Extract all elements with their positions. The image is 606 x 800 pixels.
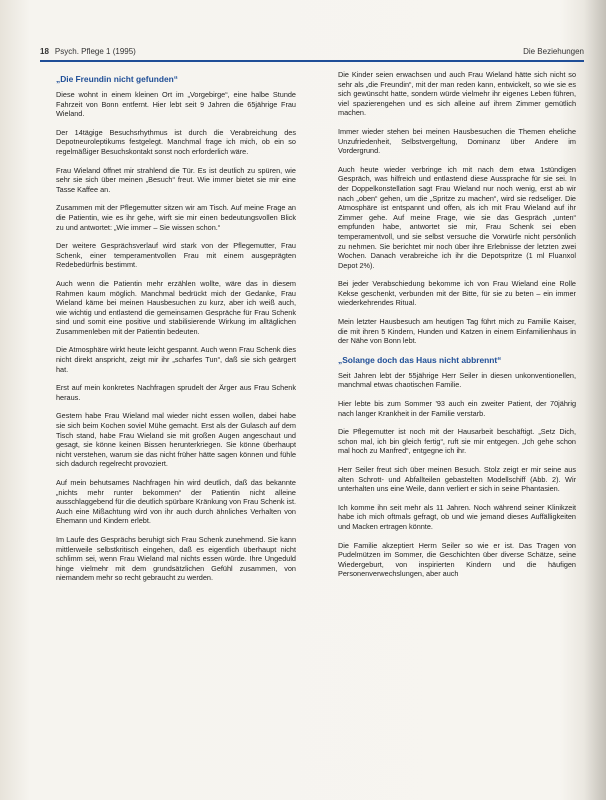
page-fold-shadow (584, 0, 606, 800)
paragraph: Auch wenn die Patientin mehr erzählen wollte, wäre das in diesem Rahmen kaum möglich. Manchmal bedrückt mich der Gedanke, Frau Wieland käme bei meinen Hausbesuchen zu kurz, aber ich weiß auch, wie wichtig und entlastend die gemeinsamen Gespräche für Frau Schenk sind und somit eine positive und stabilisierende Wirkung im alltäglichen Zusammenleben mit der Patientin bedeuten. (56, 278, 296, 336)
paragraph: Der weitere Gesprächsverlauf wird stark von der Pflegemutter, Frau Schenk, einer temperamentvollen Frau mit einem ausgeprägten Redebedürfnis bestimmt. (56, 241, 296, 270)
paragraph: Ich komme ihn seit mehr als 11 Jahren. Noch während seiner Klinikzeit habe ich mich oftmals gefragt, ob und wie jemand dieses Auffälligkeiten und Macken ertragen könnte. (338, 502, 576, 531)
paragraph: Die Familie akzeptiert Herrn Seiler so wie er ist. Das Tragen von Pudelmützen im Sommer, die Geschichten über diverse Schätze, seine Wiedergeburt, von inspirierten Kindern und die häufigen Personenverwechslungen, aber auch (338, 540, 576, 579)
paragraph: Herr Seiler freut sich über meinen Besuch. Stolz zeigt er mir seine aus alten Schrott- und Abfallteilen gebastelten Modellschiff (Abb. 2). Wir unterhalten uns eine Weile, dann verliert er sich in seine Phantasien. (338, 465, 576, 494)
left-column (56, 70, 296, 592)
right-column (338, 70, 576, 588)
header-rule (40, 60, 584, 62)
paragraph: Diese wohnt in einem kleinen Ort im „Vorgebirge“, eine halbe Stunde Fahrzeit von Bonn entfernt. Hier lebt seit 9 Jahren die 65jährige Frau Wieland. (56, 90, 296, 119)
paragraph: Der 14tägige Besuchsrhythmus ist durch die Verabreichung des Depotneuroleptikums festgelegt. Manchmal frage ich mich, ob ein so regelmäßiger Besuchskontakt sonst noch erforderlich wäre. (56, 127, 296, 156)
paragraph: Auf mein behutsames Nachfragen hin wird deutlich, daß das bekannte „nichts mehr runter bekommen“ der Patientin nicht alleine ausschlaggebend für die deutlich spürbare Kränkung von Frau Schenk ist. Auch eine Mißachtung wird von ihr auch durch ähnliches Verhalten von Ehemann und Kindern erlebt. (56, 478, 296, 526)
section-heading-haus: „Solange doch das Haus nicht abbrennt“ (338, 354, 502, 365)
header-left (40, 47, 136, 56)
paragraph: Auch heute wieder verbringe ich mit nach dem etwa 1stündigen Gespräch, was hilfreich und entlastend diese Aussprache für sie sei. In der Doppelkonstellation sagt Frau Wieland nur noch wenig, erst ab wir nach „oben“ gehen, um die „Spritze zu machen“, wird sie redseliger. Die Atmosphäre ist entspannt und offen, als ich mit Frau Wieland auf ihr Zimmer gehe. Auf meine Frage, wie sie das Gespräch „unten“ empfunden habe, antwortet sie mir, Frau Schenk sei eben temperamentvoll, und sie selbst versuche die Vorwürfe nicht persönlich zu nehmen. Sie berichtet mir noch über ihre Erlebnisse der letzten zwei Wochen. Danach verabreiche ich ihr die Depotspritze (1 ml Fluanxol Depot 2%). (338, 164, 576, 270)
paragraph: Die Kinder seien erwachsen und auch Frau Wieland hätte sich nicht so sehr als „die Freundin“, mit der man reden kann, entwickelt, so wie sie es sich gewünscht hatte, sondern würde vielmehr ihr eigenes Leben führen, viel spazierengehen und es sich alleine auf ihrem Zimmer gemütlich machen. (338, 70, 576, 118)
section-heading-freundin: „Die Freundin nicht gefunden“ (56, 74, 178, 84)
section-title: Die Beziehungen (523, 46, 584, 56)
paragraph: Seit Jahren lebt der 55jährige Herr Seiler in diesen unkonventionellen, manchmal etwas chaotischen Familie. (338, 370, 576, 390)
paragraph: Die Atmosphäre wirkt heute leicht gespannt. Auch wenn Frau Schenk dies nicht direkt anspricht, zeigt mir ihr „scharfes Tun“, daß sie sich geärgert hat. (56, 345, 296, 374)
journal-reference: Psych. Pflege 1 (1995) (54, 46, 136, 56)
paragraph: Immer wieder stehen bei meinen Hausbesuchen die Themen eheliche Unzufriedenheit, Selbstvergeltung, Dominanz über Andere im Vordergrund. (338, 126, 576, 156)
running-header (40, 44, 584, 58)
paragraph: Frau Wieland öffnet mir strahlend die Tür. Es ist deutlich zu spüren, wie sehr sie sich über meinen „Besuch“ freut. Wie immer bietet sie mir eine Tasse Kaffee an. (56, 165, 296, 194)
paragraph: Mein letzter Hausbesuch am heutigen Tag führt mich zu Familie Kaiser, die mit ihren 5 Kindern, Hunden und Katzen in einem Einfamilienhaus in der Nähe von Bonn lebt. (338, 317, 576, 346)
paragraph: Gestern habe Frau Wieland mal wieder nicht essen wollen, dabei habe sie sich beim Kochen soviel Mühe gemacht. Erst als der Gulasch auf dem Tisch stand, habe Frau Wieland sie mit großen Augen angeschaut und gesagt, sie könne keinen Bissen herunterkriegen. Sie könne überhaupt nicht verstehen, warum sie das nicht früher hätte sagen können und fühle sich dadurch regelrecht provoziert. (56, 411, 296, 469)
page-number: 18 (40, 46, 49, 56)
paragraph: Bei jeder Verabschiedung bekomme ich von Frau Wieland eine Rolle Kekse geschenkt, verbunden mit der Bitte, für sie zu beten – ein immer wiederkehrendes Ritual. (338, 279, 576, 308)
paragraph: Zusammen mit der Pflegemutter sitzen wir am Tisch. Auf meine Frage an die Patientin, wie es ihr gehe, wirft sie mir einen bedeutungsvollen Blick zu und antwortet: „Wie immer – Sie wissen schon.“ (56, 203, 296, 232)
paragraph: Im Laufe des Gesprächs beruhigt sich Frau Schenk zunehmend. Sie kann mittlerweile selbstkritisch eingehen, daß es eigentlich überhaupt nicht schlimm sei, wenn Frau Wieland mal nichts essen würde. Ihre Ungeduld hinge vielmehr mit dem grundsätzlichen Gefühl zusammen, von niemandem mehr so recht gebraucht zu werden. (56, 534, 296, 583)
paragraph: Hier lebte bis zum Sommer '93 auch ein zweiter Patient, der 70jährig nach langer Krankheit in der Familie verstarb. (338, 399, 576, 418)
paragraph: Erst auf mein konkretes Nachfragen sprudelt der Ärger aus Frau Schenk heraus. (56, 383, 296, 402)
paragraph: Die Pflegemutter ist noch mit der Hausarbeit beschäftigt. „Setz Dich, schon mal, ich bin gleich fertig“, ruft sie mir entgegen. „Ich gehe schon mal hoch zu Manfred“, entgegne ich ihr. (338, 427, 576, 456)
